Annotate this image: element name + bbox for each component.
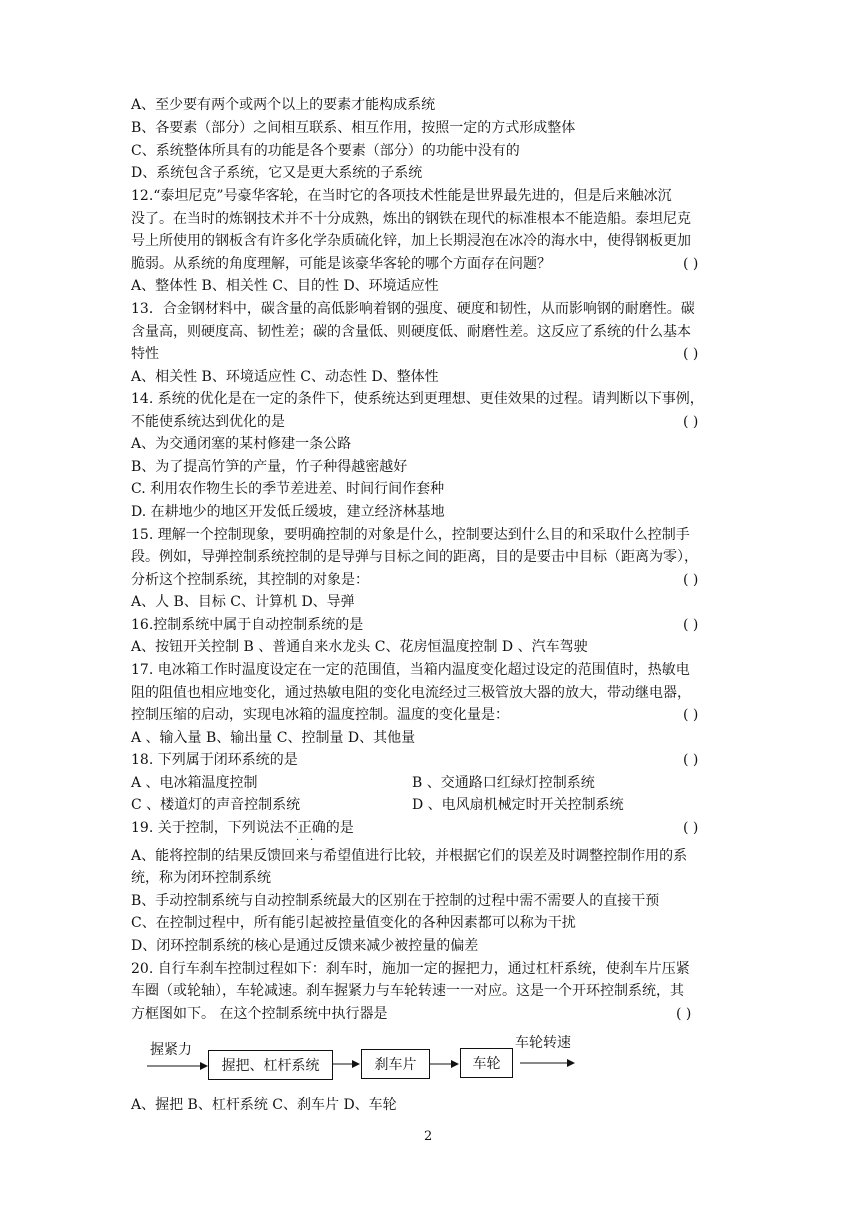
q12-text: 脆弱。从系统的角度理解，可能是该豪华客轮的哪个方面存在问题？ <box>131 256 551 272</box>
q15-options: A、人 B、目标 C、计算机 D、导弹 <box>131 594 355 610</box>
answer-blank[interactable]: ( ) <box>683 414 699 430</box>
q14-option-c: C. 利用农作物生长的季节差进差、时间行间作套种 <box>131 481 445 497</box>
q11-option-d: D、系统包含子系统，它又是更大系统的子系统 <box>131 165 423 181</box>
q17-text: 阻的阻值也相应地变化，通过热敏电阻的变化电流经过三极管放大器的放大，带动继电器， <box>131 685 691 701</box>
q20-text: 车圈（或轮轴），车轮减速。刹车握紧力与车轮转速一一对应。这是一个开环控制系统，其 <box>131 983 684 999</box>
answer-blank[interactable]: ( ) <box>683 346 699 362</box>
q15-text: 分析这个控制系统，其控制的对象是： <box>131 572 369 588</box>
q17-text: 17. 电冰箱工作时温度设定在一定的范围值，当箱内温度变化超过设定的范围值时，热敏电 <box>131 662 690 678</box>
q19-option-b: B、手动控制系统与自动控制系统最大的区别在于控制的过程中需不需要人的直接干预 <box>131 893 660 909</box>
q19-option-a-cont: 统，称为闭环控制系统 <box>131 870 271 886</box>
q19-text: 19. 关于控制，下列说法不正确的是 <box>131 820 354 836</box>
page-number: 2 <box>424 1129 433 1144</box>
q14-option-d: D. 在耕地少的地区开发低丘缓坡，建立经济林基地 <box>131 504 445 520</box>
q14-option-a: A、为交通闭塞的某村修建一条公路 <box>131 436 352 452</box>
q17-text: 控制压缩的启动，实现电冰箱的温度控制。温度的变化量是： <box>131 707 509 723</box>
q15-text: 段。例如，导弹控制系统控制的是导弹与目标之间的距离，目的是要击中目标（距离为零）， <box>131 549 698 565</box>
q11-option-c: C、系统整体所具有的功能是各个要素（部分）的功能中没有的 <box>131 143 520 159</box>
answer-blank[interactable]: ( ) <box>683 820 699 836</box>
q20-text: 方框图如下。 在这个控制系统中执行器是 <box>131 1006 388 1022</box>
q19-option-d: D、闭环控制系统的核心是通过反馈来减少被控量的偏差 <box>131 938 479 954</box>
q14-text: 14. 系统的优化是在一定的条件下，使系统达到更理想、更佳效果的过程。请判断以下事例， <box>131 391 704 407</box>
answer-blank[interactable]: ( ) <box>683 572 699 588</box>
q18-text: 18. 下列属于闭环系统的是 <box>131 752 298 768</box>
q12-text: 没了。在当时的炼钢技术并不十分成熟，炼出的钢铁在现代的标准根本不能造船。泰坦尼克 <box>131 211 691 227</box>
q11-option-a: A、至少要有两个或两个以上的要素才能构成系统 <box>131 97 436 113</box>
q13-text: 13．合金钢材料中，碳含量的高低影响着钢的强度、硬度和韧性，从而影响钢的耐磨性。碳 <box>131 301 695 317</box>
diagram-box-wheel: 车轮 <box>460 1048 513 1078</box>
q11-option-b: B、各要素（部分）之间相互联系、相互作用，按照一定的方式形成整体 <box>131 120 576 136</box>
answer-blank[interactable]: ( ) <box>683 707 699 723</box>
emphasis-dot: · <box>310 835 314 846</box>
emphasis-dot: · <box>296 835 300 846</box>
q13-text: 含量高，则硬度高、韧性差；碳的含量低、则硬度低、耐磨性差。这反应了系统的什么基本 <box>131 324 691 340</box>
answer-blank[interactable]: ( ) <box>676 1006 692 1022</box>
diagram-input-label: 握紧力 <box>150 1042 192 1058</box>
q14-text: 不能使系统达到优化的是 <box>131 414 285 430</box>
q19-option-a: A、能将控制的结果反馈回来与希望值进行比较，并根据它们的误差及时调整控制作用的系 <box>131 848 688 864</box>
q12-text: 号上所使用的钢板含有许多化学杂质硫化锌，加上长期浸泡在冰冷的海水中，使得钢板更加 <box>131 233 691 249</box>
q16-text: 16.控制系统中属于自动控制系统的是 <box>131 617 364 633</box>
diagram-output-label: 车轮转速 <box>515 1035 571 1051</box>
q18-option-a: A 、电冰箱温度控制 <box>131 775 258 791</box>
q20-text: 20. 自行车刹车控制过程如下：刹车时，施加一定的握把力，通过杠杆系统，使刹车片压紧 <box>131 961 690 977</box>
q15-text: 15. 理解一个控制现象，要明确控制的对象是什么，控制要达到什么目的和采取什么控制手 <box>131 527 690 543</box>
q17-options: A 、输入量 B、输出量 C、控制量 D、其他量 <box>131 730 416 746</box>
q12-text: 12.“泰坦尼克”号豪华客轮，在当时它的各项技术性能是世界最先进的，但是后来触冰沉 <box>131 188 672 204</box>
q13-options: A、相关性 B、环境适应性 C、动态性 D、整体性 <box>131 369 439 385</box>
q14-option-b: B、为了提高竹笋的产量，竹子种得越密越好 <box>131 459 408 475</box>
q12-options: A、整体性 B、相关性 C、目的性 D、环境适应性 <box>131 278 439 294</box>
q18-option-b: B 、交通路口红绿灯控制系统 <box>412 775 595 791</box>
answer-blank[interactable]: ( ) <box>683 617 699 633</box>
q18-option-c: C 、楼道灯的声音控制系统 <box>131 797 301 813</box>
q18-option-d: D 、电风扇机械定时开关控制系统 <box>412 797 624 813</box>
answer-blank[interactable]: ( ) <box>683 752 699 768</box>
q20-options: A、握把 B、杠杆系统 C、刹车片 D、车轮 <box>131 1097 397 1113</box>
answer-blank[interactable]: ( ) <box>683 256 699 272</box>
q19-option-c: C、在控制过程中，所有能引起被控量值变化的各种因素都可以称为干扰 <box>131 915 576 931</box>
diagram-box-handle-lever: 握把、杠杆系统 <box>208 1050 333 1080</box>
diagram-box-brake-pad: 刹车片 <box>361 1049 430 1079</box>
q16-options: A、按钮开关控制 B 、普通自来水龙头 C、花房恒温度控制 D 、汽车驾驶 <box>131 639 588 655</box>
q13-text: 特性 <box>131 346 159 362</box>
